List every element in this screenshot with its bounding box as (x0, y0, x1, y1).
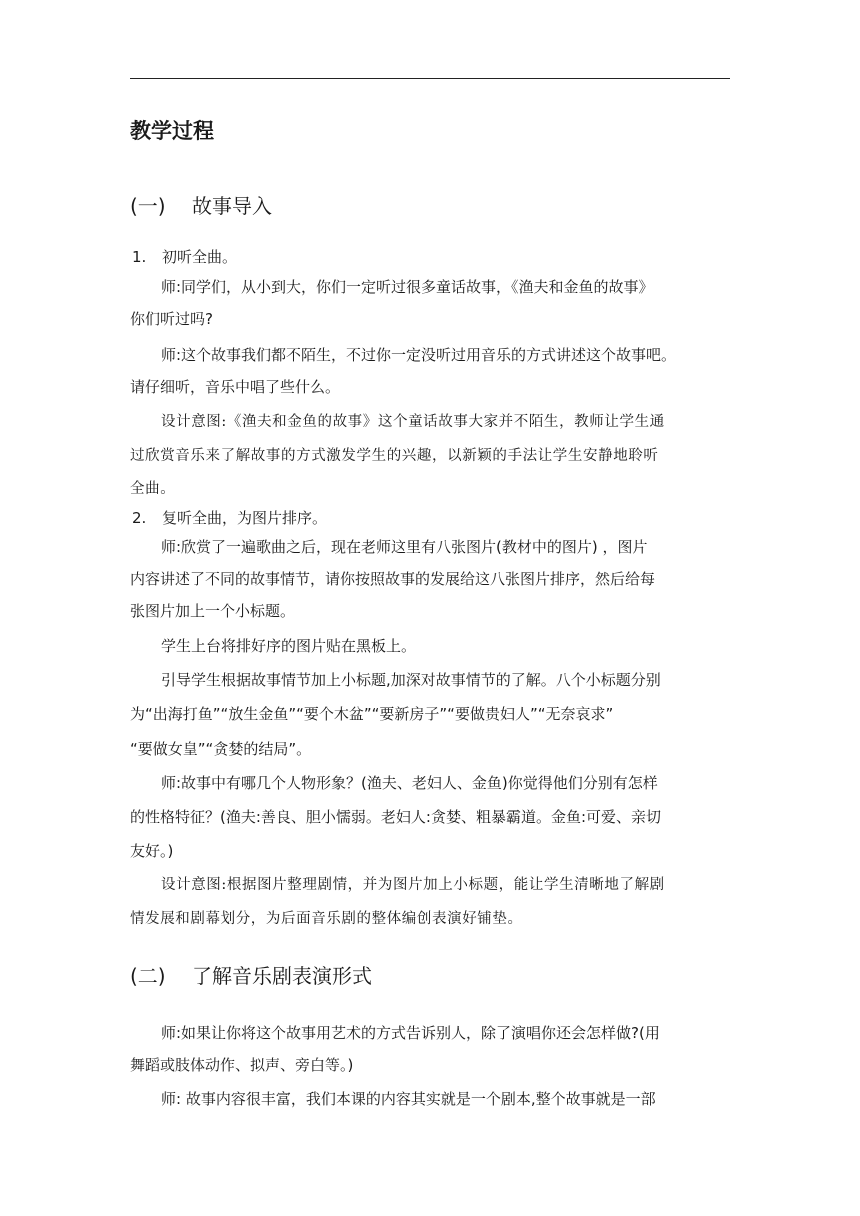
list-item-2 (132, 507, 327, 529)
list-number: 2. (132, 509, 147, 527)
paragraph-line: 你们听过吗? (130, 310, 213, 328)
design-intent-line: 设计意图:根据图片整理剧情，并为图片加上小标题，能让学生清晰地了解剧 (161, 877, 665, 893)
section-title: 故事导入 (192, 194, 272, 218)
paragraph-line: 内容讲述了不同的故事情节，请你按照故事的发展给这八张图片排序，然后给每 (130, 570, 656, 588)
list-text: 初听全曲。 (162, 248, 238, 266)
design-intent-line: 全曲。 (130, 481, 176, 497)
paragraph-line: 师:故事中有哪几个人物形象？(渔夫、老妇人、金鱼)你觉得他们分别有怎样 (161, 774, 658, 792)
section-title: 了解音乐剧表演形式 (192, 964, 372, 988)
paragraph-line: “要做女皇”“贪婪的结局”。 (130, 740, 312, 758)
paragraph-line: 师:同学们，从小到大，你们一定听过很多童话故事，《渔夫和金鱼的故事》 (161, 278, 654, 296)
paragraph-line: 为“出海打鱼”“放生金鱼”“要个木盆”“要新房子”“要做贵妇人”“无奈哀求” (130, 705, 614, 723)
paragraph-line: 请仔细听，音乐中唱了些什么。 (130, 378, 341, 396)
section-heading-2 (130, 962, 372, 990)
paragraph-line: 友好。) (130, 842, 174, 860)
paragraph-line: 的性格特征？(渔夫:善良、胆小懦弱。老妇人:贪婪、粗暴霸道。金鱼:可爱、亲切 (130, 808, 662, 826)
list-number: 1. (132, 248, 147, 266)
page-title: 教学过程 (130, 119, 214, 143)
paragraph-line: 师:如果让你将这个故事用艺术的方式告诉别人，除了演唱你还会怎样做?(用 (161, 1024, 660, 1042)
paragraph-line: 师: 故事内容很丰富，我们本课的内容其实就是一个剧本,整个故事就是一部 (161, 1090, 656, 1108)
paragraph-line: 引导学生根据故事情节加上小标题,加深对故事情节的了解。八个小标题分别 (161, 671, 661, 689)
section-number: (二) (130, 964, 166, 988)
list-text: 复听全曲，为图片排序。 (162, 509, 328, 527)
paragraph-line: 学生上台将排好序的图片贴在黑板上。 (161, 637, 417, 655)
section-number: (一) (130, 194, 166, 218)
paragraph-line: 舞蹈或肢体动作、拟声、旁白等。) (130, 1056, 354, 1074)
design-intent-line: 过欣赏音乐来了解故事的方式激发学生的兴趣，以新颖的手法让学生安静地聆听 (130, 448, 659, 464)
design-intent-line: 设计意图:《渔夫和金鱼的故事》这个童话故事大家并不陌生，教师让学生通 (161, 414, 665, 430)
section-heading-1 (130, 192, 272, 220)
paragraph-line: 师:这个故事我们都不陌生，不过你一定没听过用音乐的方式讲述这个故事吧。 (161, 346, 677, 364)
list-item-1 (132, 246, 237, 268)
header-rule (130, 78, 730, 79)
paragraph-line: 师:欣赏了一遍歌曲之后，现在老师这里有八张图片(教材中的图片) ，图片 (161, 538, 648, 556)
design-intent-line: 情发展和剧幕划分，为后面音乐剧的整体编创表演好铺垫。 (130, 911, 523, 927)
paragraph-line: 张图片加上一个小标题。 (130, 602, 296, 620)
